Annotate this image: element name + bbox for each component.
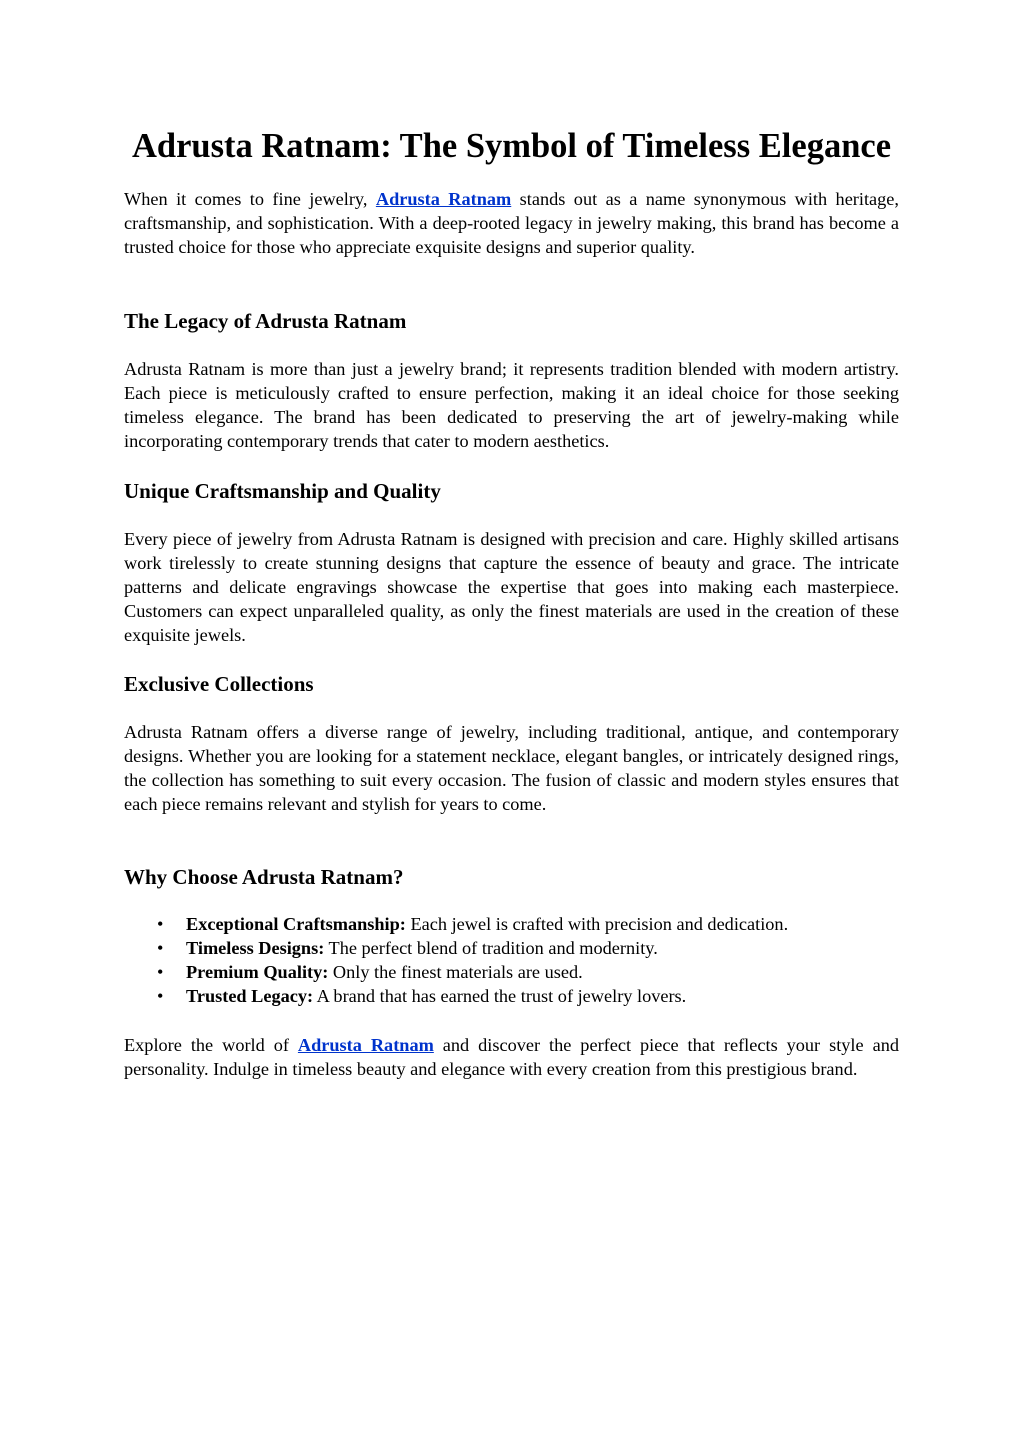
bullet-icon: •	[157, 914, 164, 934]
bullet-text: A brand that has earned the trust of jewelry lovers.	[313, 986, 687, 1006]
section-heading-collections: Exclusive Collections	[124, 672, 314, 696]
list-item	[124, 984, 899, 1008]
benefits-list	[124, 912, 899, 1008]
section-heading-why-choose: Why Choose Adrusta Ratnam?	[124, 865, 404, 889]
bullet-icon: •	[157, 938, 164, 958]
list-item	[124, 936, 899, 960]
closing-text-before-link: Explore the world of	[124, 1035, 298, 1055]
bullet-icon: •	[157, 986, 164, 1006]
bullet-term: Exceptional Craftsmanship:	[186, 914, 406, 934]
section-heading-legacy: The Legacy of Adrusta Ratnam	[124, 309, 407, 333]
section-body-collections: Adrusta Ratnam offers a diverse range of jewelry, including traditional, antique, and contemporary designs. Whether you are looking for a statement necklace, elegant bangles, or intricately designed rings, the collection has something to suit every occasion. The fusion of classic and modern styles ensures that each piece remains relevant and stylish for years to come.	[124, 722, 899, 814]
bullet-term: Premium Quality:	[186, 962, 329, 982]
closing-paragraph	[124, 1033, 899, 1081]
section-heading-craftsmanship: Unique Craftsmanship and Quality	[124, 479, 441, 503]
intro-paragraph	[124, 187, 899, 259]
intro-text-after-link: stands out as a name synonymous with heritage, craftsmanship, and sophistication. With a deep-rooted legacy in jewelry making, this brand has become a trusted choice for those who appreciate exquisite designs and superior quality.	[124, 189, 899, 257]
section-body-craftsmanship: Every piece of jewelry from Adrusta Ratnam is designed with precision and care. Highly skilled artisans work tirelessly to create stunning designs that capture the essence of beauty and grace. The intricate patterns and delicate engravings showcase the expertise that goes into making each masterpiece. Customers can expect unparalleled quality, as only the finest materials are used in the creation of these exquisite jewels.	[124, 529, 899, 645]
bullet-term: Trusted Legacy:	[186, 986, 314, 1006]
list-item	[124, 960, 899, 984]
intro-text-before-link: When it comes to fine jewelry,	[124, 189, 376, 209]
closing-text-after-link: and discover the perfect piece that reflects your style and personality. Indulge in timeless beauty and elegance with every creation from this prestigious brand.	[124, 1035, 899, 1079]
bullet-term: Timeless Designs:	[186, 938, 325, 958]
bullet-icon: •	[157, 962, 164, 982]
list-item	[124, 912, 899, 936]
section-body-legacy: Adrusta Ratnam is more than just a jewelry brand; it represents tradition blended with modern artistry. Each piece is meticulously crafted to ensure perfection, making it an ideal choice for those seeking timeless elegance. The brand has been dedicated to preserving the art of jewelry-making while incorporating contemporary trends that cater to modern aesthetics.	[124, 359, 899, 451]
intro-brand-link[interactable]: Adrusta Ratnam	[375, 189, 512, 209]
bullet-text: The perfect blend of tradition and modernity.	[324, 938, 658, 958]
bullet-text: Each jewel is crafted with precision and dedication.	[405, 914, 789, 934]
bullet-text: Only the finest materials are used.	[328, 962, 583, 982]
page-title: Adrusta Ratnam: The Symbol of Timeless Elegance	[131, 127, 892, 165]
closing-brand-link[interactable]: Adrusta Ratnam	[297, 1035, 434, 1055]
